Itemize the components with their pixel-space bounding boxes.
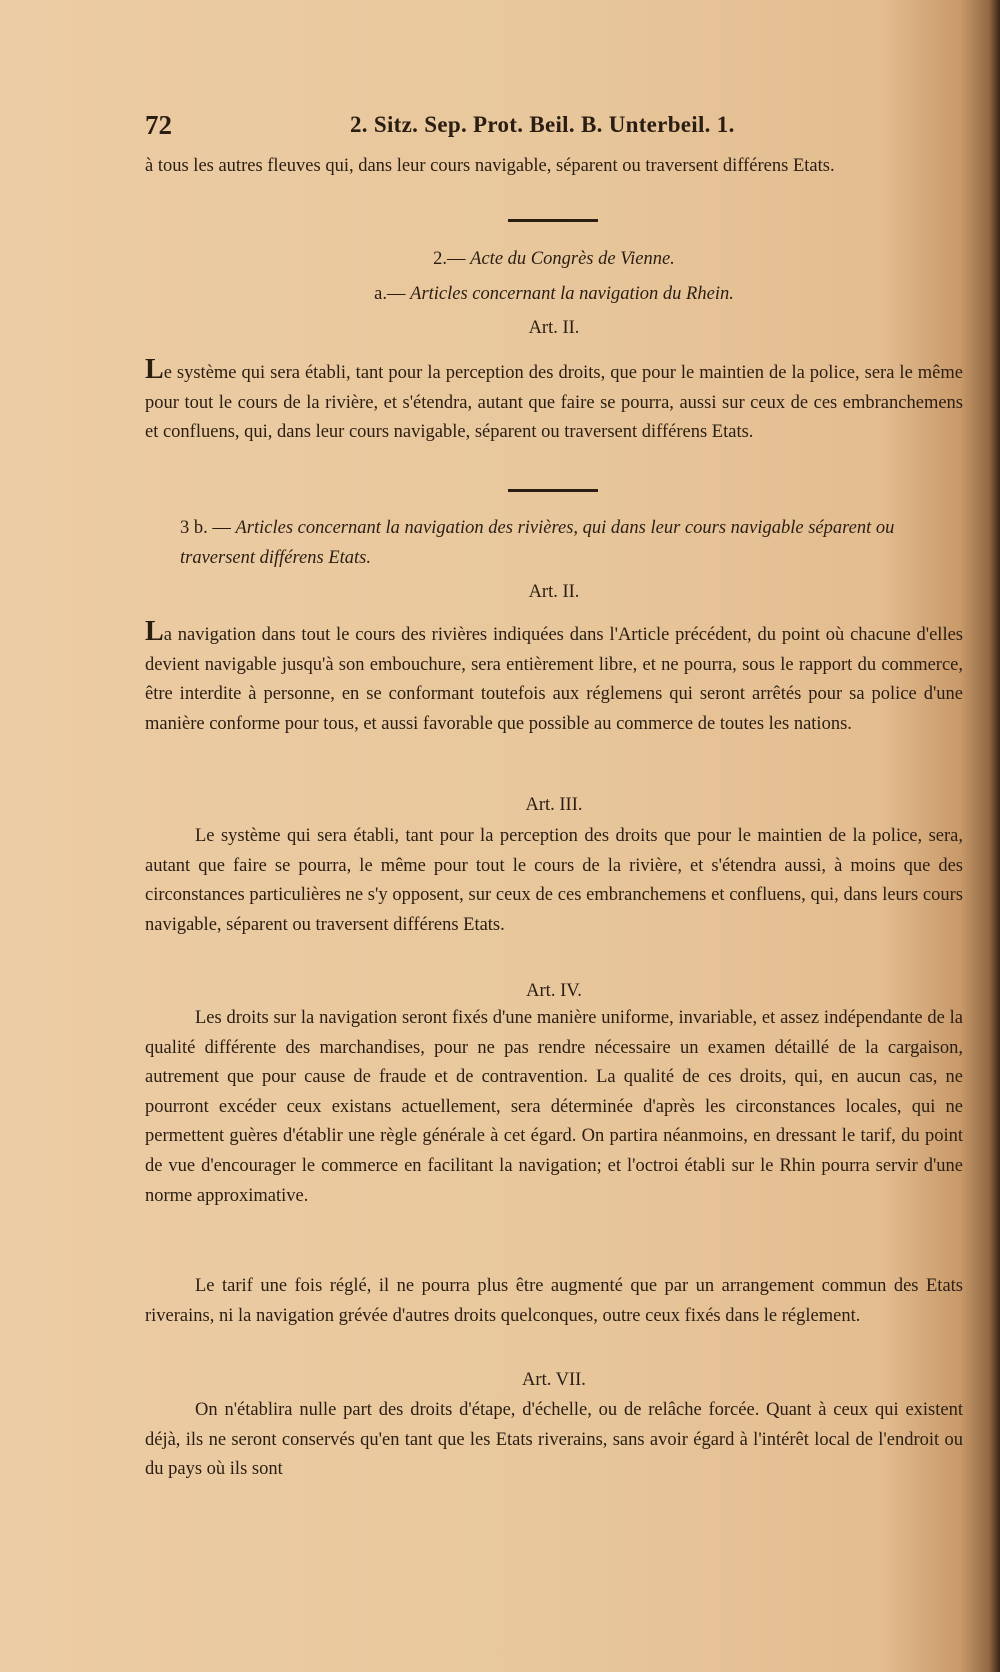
article-7-paragraph: On n'établira nulle part des droits d'étape, d'échelle, ou de relâche forcée. Quant à ceux qui existent déjà, ils ne seront conservés qu'en tant que les Etats riverains, sans avoir égard à l'intérêt local de l'endroit ou du pays où ils sont	[145, 1400, 963, 1480]
section-divider	[508, 219, 598, 222]
article-4-paragraph-1: Les droits sur la navigation seront fixés d'une manière uniforme, invariable, et assez indépendante de la qualité différente des marchandises, pour ne pas rendre nécessaire un examen détaillé de la cargaison, autrement que pour cause de fraude et de contravention. La qualité de ces droits, qui, en aucun cas, ne pourront excéder ceux existans actuellement, sera déterminée d'après les circonstances locales, qui ne permettent guères d'établir une règle générale à cet égard. On partira néanmoins, en dressant le tarif, du point de vue d'encourager le commerce en facilitant la navigation; et l'octroi établi sur le Rhin pourra servir d'une norme approximative.	[145, 1008, 963, 1206]
running-title: 2. Sitz. Sep. Prot. Beil. B. Unterbeil. 1.	[350, 112, 735, 137]
article-7-label: Art. VII.	[522, 1370, 586, 1390]
section2-paragraph	[145, 356, 963, 448]
section2-heading-number: 2.—	[433, 249, 466, 269]
section3-label: 3 b. —	[180, 518, 231, 538]
book-spine-shadow	[990, 0, 1000, 1672]
section2-subheading	[145, 280, 963, 310]
article-4-label: Art. IV.	[526, 981, 582, 1001]
article-2-label: Art. II.	[528, 582, 580, 602]
page-header	[145, 110, 965, 146]
section-divider-2	[508, 489, 598, 492]
article-3-paragraph: Le système qui sera établi, tant pour la perception des droits que pour le maintien de la police, sera, autant que faire se pourra, le même pour tout le cours de la rivière, et s'étendra aussi, à moins que des circonstances particulières ne s'y opposent, sur ceux de ces embranchemens et confluens, qui, dans leurs cours navigable, séparent ou traversent différens Etats.	[145, 826, 963, 935]
section2-paragraph-text: e système qui sera établi, tant pour la perception des droits, que pour le maintien de la police, sera le même pour tout le cours de la rivière, et s'étendra, autant que faire se pourra, aussi sur ceux de ces embranchemens et confluens, qui, dans leur cours navigable, séparent ou traversent différens Etats.	[145, 363, 963, 443]
section3-heading	[180, 514, 940, 573]
intro-paragraph: à tous les autres fleuves qui, dans leur cours navigable, séparent ou traversent différens Etats.	[145, 156, 835, 176]
section2-heading	[145, 245, 963, 275]
section2-dropcap: L	[145, 354, 164, 385]
article-2-dropcap: L	[145, 616, 164, 647]
section2-heading-title: Acte du Congrès de Vienne.	[470, 249, 675, 269]
section2-sub-number: a.—	[374, 284, 406, 304]
section2-article-label: Art. II.	[528, 318, 580, 338]
article-3-label: Art. III.	[525, 795, 583, 815]
article-2-paragraph	[145, 618, 963, 739]
article-2-text: a navigation dans tout le cours des rivières indiquées dans l'Article précédent, du point où chacune d'elles devient navigable jusqu'à son embouchure, sera entièrement libre, et ne pourra, sous le rapport du commerce, être interdite à personne, en se conformant toutefois aux réglemens qui seront arrêtés pour sa police d'une manière conforme pour tous, et aussi favorable que possible au commerce de toutes les nations.	[145, 625, 963, 734]
section3-title: Articles concernant la navigation des rivières, qui dans leur cours navigable séparent ou traversent différens Etats.	[180, 518, 895, 568]
article-4-paragraph-2: Le tarif une fois réglé, il ne pourra plus être augmenté que par un arrangement commun des Etats riverains, ni la navigation grévée d'autres droits quelconques, outre ceux fixés dans le réglement.	[145, 1276, 963, 1326]
section2-sub-title: Articles concernant la navigation du Rhein.	[410, 284, 734, 304]
page-number: 72	[145, 110, 172, 140]
